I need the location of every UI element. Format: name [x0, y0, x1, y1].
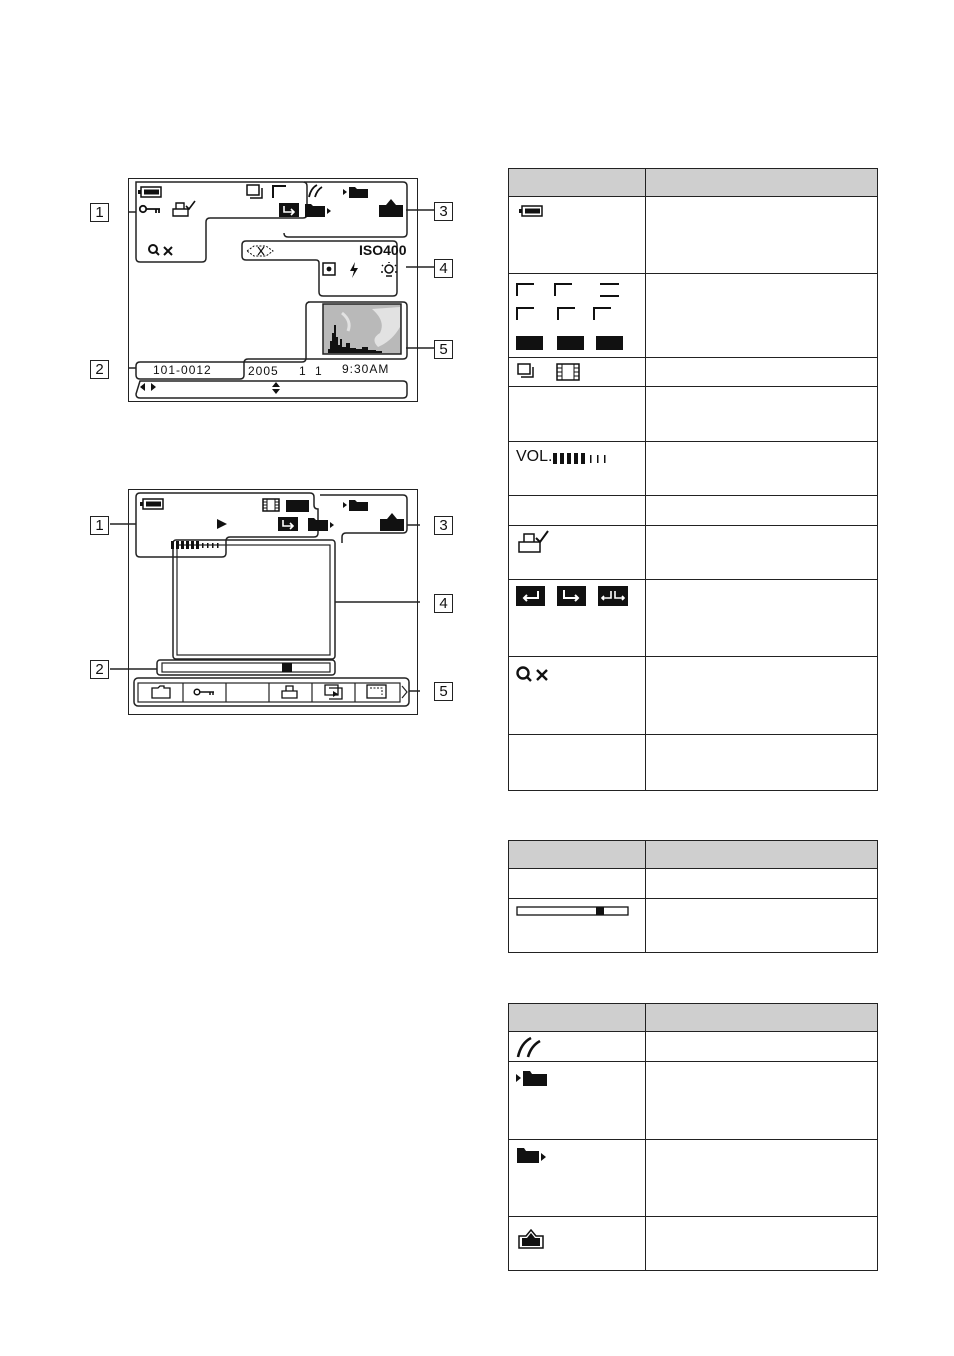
header-cell — [509, 841, 646, 869]
image-size-icon — [272, 185, 288, 199]
battery-icon — [138, 186, 162, 198]
film-icon — [556, 363, 580, 381]
print-order-icon — [518, 530, 550, 556]
indicator-table-2 — [508, 840, 878, 953]
burst-icon — [517, 363, 537, 381]
table-row — [509, 657, 646, 735]
print-order-icon — [172, 200, 196, 218]
table-row — [509, 869, 646, 899]
internal-memory-icon — [518, 1229, 544, 1249]
header-cell — [509, 169, 646, 197]
recording-folder-icon — [343, 185, 369, 199]
time-value: 9:30AM — [342, 362, 390, 376]
image-size-block — [286, 500, 309, 512]
zoom-icon — [148, 244, 176, 258]
table-row — [509, 442, 646, 496]
table-row — [509, 1032, 646, 1062]
recording-folder-icon — [343, 498, 369, 512]
playback-folder-icon — [308, 516, 336, 532]
protect-icon[interactable] — [193, 688, 215, 696]
slideshow-icon[interactable] — [324, 684, 344, 700]
right-leaders — [406, 200, 436, 360]
header-cell — [509, 1004, 646, 1032]
table-row — [509, 899, 646, 953]
film-icon — [262, 498, 280, 512]
table-row — [509, 197, 646, 274]
indicator-table-3 — [508, 1003, 878, 1271]
date-month-day: 1 1 — [299, 364, 325, 378]
callout-2: 2 — [90, 360, 109, 379]
movie-outlines — [110, 489, 420, 717]
flash-icon — [349, 262, 359, 278]
table-row — [509, 274, 646, 358]
table-row — [509, 526, 646, 580]
callout-1-movie: 1 — [90, 516, 109, 535]
date-year: 2005 — [248, 364, 279, 378]
left-right-arrows-icon — [140, 383, 156, 391]
recording-folder-icon — [516, 1070, 548, 1086]
table-row — [509, 735, 646, 791]
change-folder-icon — [279, 203, 299, 217]
callout-4: 4 — [434, 259, 453, 278]
header-cell — [646, 1004, 878, 1032]
volume-icon — [553, 453, 615, 465]
histogram — [322, 303, 402, 355]
header-cell — [646, 841, 878, 869]
up-down-arrows-icon — [272, 382, 280, 394]
zoom-icon — [516, 666, 552, 684]
table-row — [509, 496, 646, 526]
table-row — [509, 580, 646, 657]
resize-icon[interactable] — [366, 684, 388, 700]
callout-3-movie: 3 — [434, 516, 453, 535]
playback-folder-icon — [517, 1147, 547, 1163]
image-size-icons — [516, 282, 628, 352]
play-icon — [216, 518, 228, 530]
internal-memory-icon — [378, 198, 404, 218]
table-row — [509, 1140, 646, 1217]
playback-bar-icon — [516, 906, 630, 916]
table-row — [509, 1062, 646, 1140]
table-row — [509, 358, 646, 387]
battery-icon — [519, 205, 543, 217]
no-transfer-icon — [246, 244, 276, 258]
change-folder-icon — [278, 517, 298, 531]
internal-memory-icon — [379, 512, 405, 532]
change-folder-icons — [516, 586, 630, 608]
memory-stick-icon — [307, 184, 323, 198]
protect-icon — [139, 204, 161, 214]
file-number: 101-0012 — [153, 363, 212, 377]
playback-folder-icon — [305, 202, 333, 218]
callout-5: 5 — [434, 340, 453, 359]
print-icon[interactable] — [281, 685, 299, 699]
table-row — [509, 1217, 646, 1271]
volume-label: VOL. — [516, 448, 553, 465]
table-row — [509, 387, 646, 442]
callout-1: 1 — [90, 203, 109, 222]
callout-3: 3 — [434, 202, 453, 221]
metering-icon — [322, 262, 336, 276]
folder-icon[interactable] — [151, 685, 171, 699]
callout-4-movie: 4 — [434, 594, 453, 613]
battery-icon — [140, 498, 164, 510]
callout-2-movie: 2 — [90, 660, 109, 679]
callout-5-movie: 5 — [434, 682, 453, 701]
indicator-table-1 — [508, 168, 878, 791]
memory-stick-icon — [516, 1036, 542, 1058]
iso-value: ISO400 — [359, 242, 407, 258]
burst-icon — [246, 184, 266, 202]
header-cell — [646, 169, 878, 197]
white-balance-icon — [379, 261, 399, 279]
volume-bar-icon — [171, 540, 223, 550]
